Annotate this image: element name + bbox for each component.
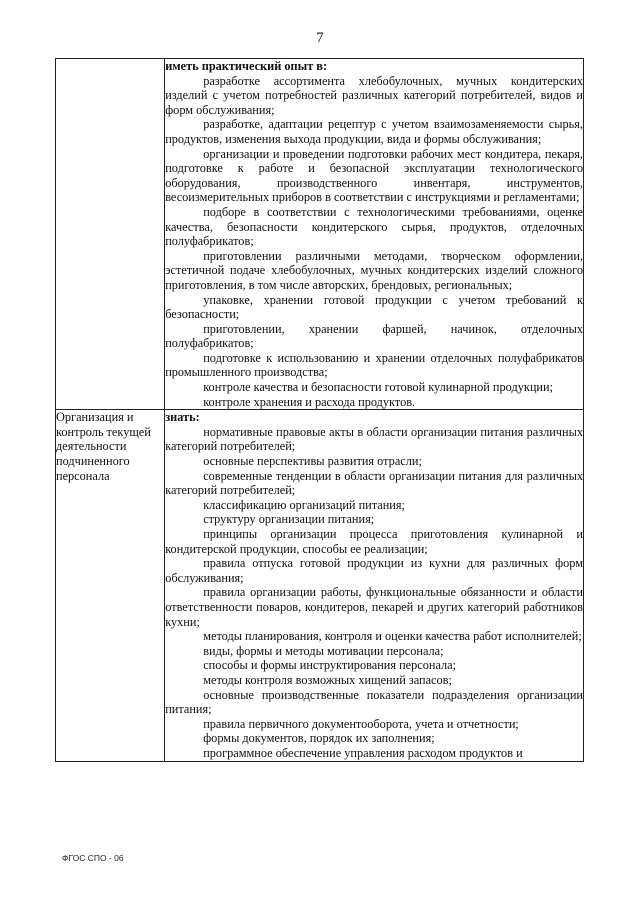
list-item: виды, формы и методы мотивации персонала; xyxy=(203,643,444,658)
list-item: контроле качества и безопасности готовой кулинарной продукции; xyxy=(203,380,553,395)
section-heading: знать: xyxy=(165,410,200,425)
section-heading: иметь практический опыт в: xyxy=(165,59,328,73)
table-row-knowledge xyxy=(56,410,584,761)
requirements-cell xyxy=(165,410,584,761)
list-item: правила отпуска готовой продукции из кухни для различных форм обслуживания; xyxy=(165,556,583,585)
list-item: контроле хранения и расхода продуктов. xyxy=(203,394,416,409)
list-item: методы контроля возможных хищений запасов; xyxy=(203,672,452,687)
list-item: упаковке, хранении готовой продукции с учетом требований к безопасности; xyxy=(165,292,583,322)
list-item: формы документов, порядок их заполнения; xyxy=(203,731,435,746)
list-item: программное обеспечение управления расходом продуктов и xyxy=(203,745,523,760)
list-item: приготовлении, хранении фаршей, начинок, отделочных полуфабрикатов; xyxy=(165,321,583,351)
page-number: 7 xyxy=(316,30,324,46)
competency-table xyxy=(55,58,584,762)
list-item: подготовке к использованию и хранении отделочных полуфабрикатов промышленного производства; xyxy=(165,350,583,380)
list-item: современные тенденции в области организации питания для различных категорий потребителей; xyxy=(165,468,583,498)
list-item: приготовлении различными методами, творческом оформлении, эстетичной подаче хлебобулочных, мучных кондитерских изделий сложного приготовления, в том числе авторских, брендовых, региональных; xyxy=(165,248,583,292)
list-item: организации и проведении подготовки рабочих мест кондитера, пекаря, подготовке к работе и безопасной эксплуатации технологического оборудования, производственного инвентаря, инструментов, весоизмерительных приборов в соответствии с инструкциями и регламентами; xyxy=(165,146,583,205)
requirements-cell xyxy=(165,59,584,410)
list-item: принципы организации процесса приготовления кулинарной и кондитерской продукции, способы ее реализации; xyxy=(165,527,583,556)
list-item: правила первичного документооборота, учета и отчетности; xyxy=(203,716,519,731)
footer-label: ФГОС СПО - 06 xyxy=(62,853,124,863)
activity-cell-empty xyxy=(56,59,165,410)
list-item: структуру организации питания; xyxy=(203,512,375,527)
list-item: подборе в соответствии с технологическими требованиями, оценке качества, безопасности кондитерского сырья, продуктов, отделочных полуфабрикатов; xyxy=(165,204,583,249)
list-item: методы планирования, контроля и оценки качества работ исполнителей; xyxy=(203,629,582,644)
list-item: основные производственные показатели подразделения организации питания; xyxy=(165,687,583,717)
activity-label: Организация и контроль текущей деятельности подчиненного персонала xyxy=(56,410,151,483)
list-item: правила организации работы, функциональные обязанности и области ответственности поваров, кондитеров, пекарей и других категорий работников кухни; xyxy=(165,585,583,629)
table-row-practical-experience xyxy=(56,59,584,410)
list-item: основные перспективы развития отрасли; xyxy=(203,454,422,469)
list-item: способы и формы инструктирования персонала; xyxy=(203,658,457,673)
list-item: разработке ассортимента хлебобулочных, мучных кондитерских изделий с учетом потребностей различных категорий потребителей, видов и форм обслуживания; xyxy=(165,73,583,117)
list-item: нормативные правовые акты в области организации питания различных категорий потребителей; xyxy=(165,424,583,454)
activity-cell xyxy=(56,410,165,761)
list-item: классификацию организаций питания; xyxy=(203,497,405,512)
list-item: разработке, адаптации рецептур с учетом взаимозаменяемости сырья, продуктов, изменения выхода продукции, вида и формы обслуживания; xyxy=(165,117,583,146)
